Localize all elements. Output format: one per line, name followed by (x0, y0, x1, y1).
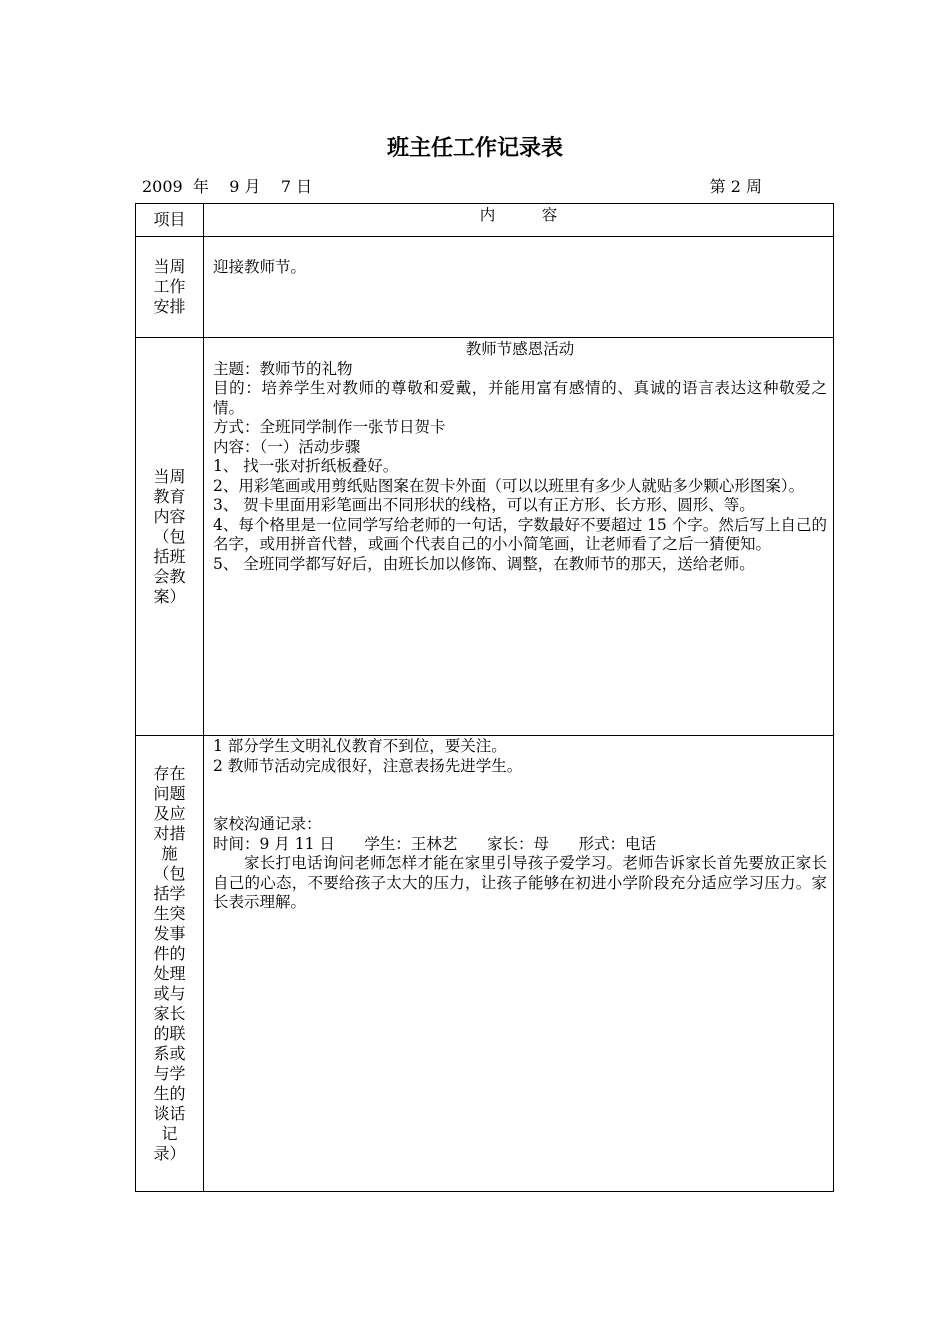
row-education-label-cell (136, 338, 203, 735)
activity-step: 1、 找一张对折纸板叠好。 (213, 457, 399, 475)
record-week: 第 2 周 (709, 177, 762, 196)
contact-record-title: 家校沟通记录： (213, 815, 322, 833)
page-title: 班主任工作记录表 (386, 136, 563, 161)
activity-step: 4、每个格里是一位同学写给老师的一句话，字数最好不要超过 15 个字。然后写上自己的名字，或用拼音代替，或画个代表自己的小小简笔画，让老师看了之后一猜便知。 (213, 515, 827, 553)
row-issues-label-cell (136, 736, 203, 1191)
activity-step: 5、 全班同学都写好后，由班长加以修饰、调整，在教师节的那天，送给老师。 (213, 554, 755, 573)
weekly-work-text: 迎接教师节。 (213, 258, 307, 276)
issue-line: 2 教师节活动完成很好，注意表扬先进学生。 (213, 756, 523, 775)
row-issues-label: 存在问题及应对措施（包括学生突发事件的处理或与家长的联系或与学生的谈话记录） (153, 763, 186, 1163)
record-date: 2009 年 9 月 7 日 (142, 177, 313, 196)
activity-step: 3、 贺卡里面用彩笔画出不同形状的线格，可以有正方形、长方形、圆形、等。 (213, 496, 755, 514)
row-education-content (204, 340, 833, 574)
column-header-item: 项目 (153, 210, 186, 229)
row-education-label: 当周教育内容（包括班会教案） (153, 466, 186, 606)
activity-line: 目的：培养学生对教师的尊敬和爱戴，并能用富有感情的、真诚的语言表达这种敬爱之情。 (213, 379, 827, 417)
activity-line: 主题：教师节的礼物 (213, 359, 353, 378)
row-weekly-work-content (204, 258, 833, 278)
row-weekly-work-label-cell (136, 237, 203, 337)
header-item-cell (136, 204, 203, 236)
contact-record-text: 家长打电话询问老师怎样才能在家里引导孩子爱学习。老师告诉家长首先要放正家长自己的心态，不要给孩子太大的压力，让孩子能够在初进小学阶段充分适应学习压力。家长表示理解。 (213, 854, 827, 911)
column-header-content: 内 容 (479, 206, 558, 224)
row-divider (136, 337, 833, 338)
activity-heading: 教师节感恩活动 (465, 340, 575, 358)
record-table (135, 203, 834, 1192)
activity-line: 内容：（一）活动步骤 (213, 437, 361, 456)
activity-step: 2、用彩笔画或用剪纸贴图案在贺卡外面（可以以班里有多少人就贴多少颗心形图案）。 (213, 476, 805, 495)
row-weekly-work-label: 当周工作安排 (153, 257, 186, 316)
issue-line: 1 部分学生文明礼仪教育不到位，要关注。 (213, 737, 507, 755)
record-meta (142, 176, 762, 198)
activity-line: 方式：全班同学制作一张节日贺卡 (213, 418, 446, 436)
row-issues-content (204, 737, 833, 913)
row-divider (136, 236, 833, 237)
row-divider (136, 735, 833, 736)
contact-record-meta: 时间：9 月 11 日 学生：王林艺 家长：母 形式：电话 (213, 834, 657, 853)
